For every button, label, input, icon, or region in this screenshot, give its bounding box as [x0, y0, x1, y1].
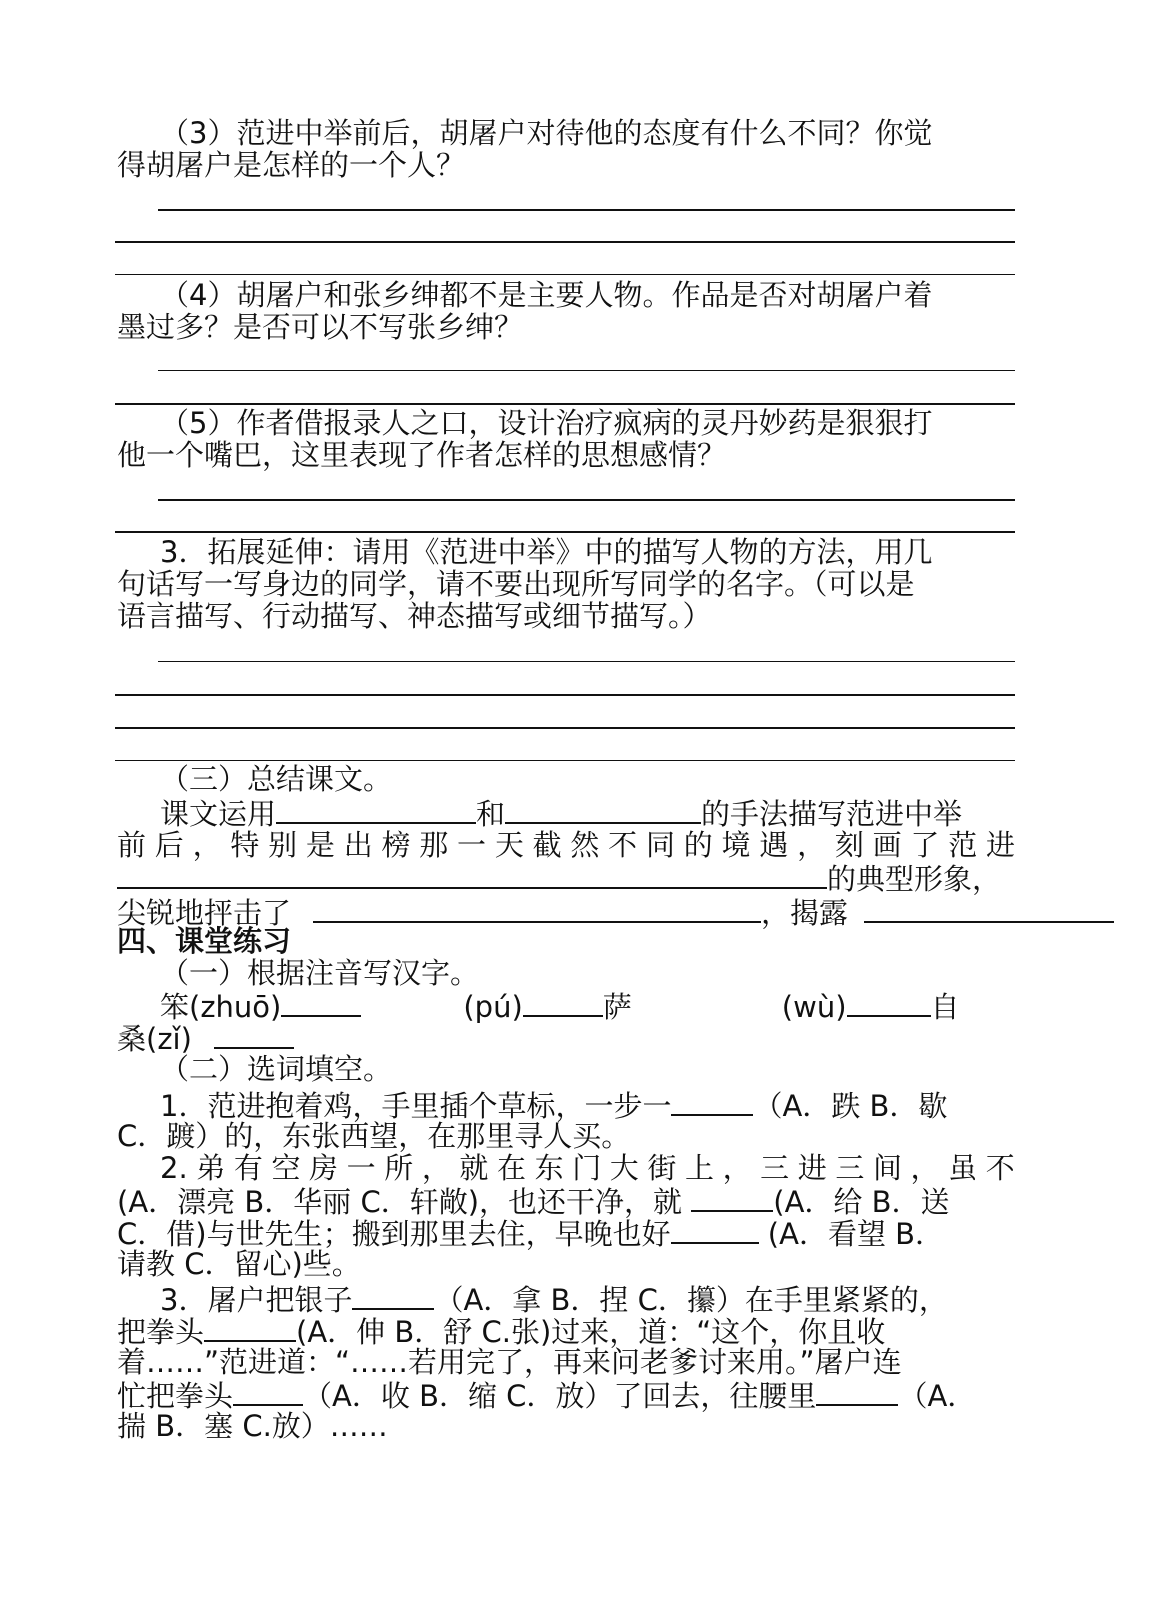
char: 间 [872, 1151, 902, 1185]
pinyin-item: 笨(zhuō) [160, 990, 282, 1024]
char: 了 [910, 828, 940, 862]
item-3-line-5: 揣 B．塞 C.放）…… [117, 1409, 388, 1443]
char: 有 [233, 1151, 263, 1185]
char: 刻 [834, 828, 864, 862]
question-4-line-1: （4）胡屠户和张乡绅都不是主要人物。作品是否对胡屠户着 [160, 278, 933, 312]
extension-line-3: 语言描写、行动描写、神态描写或细节描写。） [117, 599, 712, 633]
char: 虽 [948, 1151, 978, 1185]
item-text: (A．给 B．送 [773, 1185, 950, 1219]
fill-blank[interactable] [671, 1215, 759, 1244]
char: 榜 [381, 828, 411, 862]
item-text: （A．拿 B．捏 C．攥）在手里紧紧的， [434, 1283, 948, 1317]
summary-text: ，揭露 [761, 896, 849, 930]
answer-line[interactable] [158, 370, 1015, 371]
summary-text: 课文运用 [160, 797, 277, 831]
char: 街 [647, 1151, 677, 1185]
question-3-line-1: （3）范进中举前后，胡屠户对待他的态度有什么不同？你觉 [160, 116, 933, 150]
char: ， [192, 828, 222, 862]
char: 在 [497, 1151, 527, 1185]
item-3-line-2 [117, 1313, 885, 1347]
summary-text: 和 [476, 797, 506, 831]
char: 不 [985, 1151, 1015, 1185]
char: ， [910, 1151, 940, 1185]
fill-blank[interactable] [281, 988, 361, 1017]
fill-blank[interactable] [505, 795, 701, 824]
item-3-line-1 [160, 1281, 948, 1315]
answer-line[interactable] [115, 531, 1015, 533]
char: 境 [721, 828, 751, 862]
item-text: (A．看望 B． [758, 1217, 945, 1251]
answer-line[interactable] [158, 499, 1015, 501]
char: 一 [457, 828, 487, 862]
item-text: 1．范进抱着鸡，手里插个草标，一步一 [160, 1089, 672, 1123]
summary-text: 尖锐地抨击了 [117, 896, 292, 930]
item-2-line-1 [160, 1151, 1015, 1185]
char: 上 [684, 1151, 714, 1185]
question-5-line-2: 他一个嘴巴，这里表现了作者怎样的思想感情？ [117, 438, 727, 472]
item-1-line-2: C．踱）的，东张西望，在那里寻人买。 [117, 1119, 631, 1153]
pinyin-line-1 [160, 988, 960, 1022]
item-text: （A．收 B．缩 C．放）了回去，往腰里 [303, 1379, 817, 1413]
item-text: (A．伸 B．舒 C.张)过来，道：“这个，你且收 [296, 1315, 886, 1349]
char: 天 [494, 828, 524, 862]
char: 别 [268, 828, 298, 862]
fill-blank[interactable] [691, 1183, 773, 1212]
extension-line-2: 句话写一写身边的同学，请不要出现所写同学的名字。（可以是 [117, 567, 915, 601]
summary-heading: （三）总结课文。 [160, 762, 393, 796]
char: 空 [271, 1151, 301, 1185]
fill-blank[interactable] [523, 988, 603, 1017]
item-2-line-4: 请教 C．留心)些。 [117, 1247, 361, 1281]
fill-blank[interactable] [313, 894, 761, 923]
pinyin-item: 萨 [602, 990, 632, 1024]
char: 三 [835, 1151, 865, 1185]
char: 东 [534, 1151, 564, 1185]
item-3-line-3: 着……”范进道：“……若用完了，再来问老爹讨来用。”屠户连 [117, 1345, 902, 1379]
char: 那 [419, 828, 449, 862]
summary-line-2 [117, 828, 1015, 862]
char: 进 [797, 1151, 827, 1185]
char: 同 [645, 828, 675, 862]
fill-blank[interactable] [117, 860, 827, 889]
answer-line[interactable] [115, 727, 1015, 729]
fill-blank[interactable] [204, 1313, 296, 1342]
item-text: （A． [898, 1379, 977, 1413]
answer-line[interactable] [115, 274, 1015, 275]
char: 房 [309, 1151, 339, 1185]
char: 所 [384, 1151, 414, 1185]
char: 三 [760, 1151, 790, 1185]
char: 前 [117, 828, 147, 862]
fill-blank[interactable] [671, 1087, 753, 1116]
char: 的 [683, 828, 713, 862]
answer-line[interactable] [115, 760, 1015, 761]
char: 一 [346, 1151, 376, 1185]
question-5-line-1: （5）作者借报录人之口，设计治疗疯病的灵丹妙药是狠狠打 [160, 406, 933, 440]
item-2-line-2 [117, 1183, 950, 1217]
pinyin-item: 自 [930, 990, 960, 1024]
pinyin-item: 桑(zǐ) [117, 1022, 192, 1056]
fill-blank[interactable] [864, 894, 1114, 923]
char: 后 [154, 828, 184, 862]
char: 遇 [759, 828, 789, 862]
pinyin-line-2 [117, 1020, 294, 1054]
summary-line-4 [117, 894, 1114, 928]
char: 截 [532, 828, 562, 862]
item-text: （A．跌 B．歇 [753, 1089, 948, 1123]
answer-line[interactable] [115, 694, 1015, 696]
item-text: 忙把拳头 [117, 1379, 234, 1413]
section-4-title: 四、课堂练习 [117, 924, 292, 958]
summary-text: 的典型形象， [827, 862, 1002, 896]
item-text: 3．屠户把银子 [160, 1283, 353, 1317]
char: 出 [343, 828, 373, 862]
item-2-line-3 [117, 1215, 944, 1249]
answer-line[interactable] [158, 209, 1015, 211]
char: 进 [985, 828, 1015, 862]
question-3-line-2: 得胡屠户是怎样的一个人？ [117, 148, 466, 182]
answer-line[interactable] [115, 403, 1015, 405]
answer-line[interactable] [158, 661, 1015, 662]
char: ， [797, 828, 827, 862]
summary-text: 的手法描写范进中举 [701, 797, 963, 831]
char: 不 [608, 828, 638, 862]
item-text: (A．漂亮 B．华丽 C．轩敞)，也还干净，就 [117, 1185, 692, 1219]
item-1-line-1 [160, 1087, 947, 1121]
subsection-2-heading: （二）选词填空。 [160, 1052, 393, 1086]
char: 是 [305, 828, 335, 862]
item-text: 把拳头 [117, 1315, 205, 1349]
fill-blank[interactable] [352, 1281, 434, 1310]
pinyin-item: (pú) [463, 990, 523, 1024]
summary-line-3 [117, 860, 1001, 894]
char: ， [421, 1151, 451, 1185]
char: ， [722, 1151, 752, 1185]
pinyin-item: (wù) [781, 990, 847, 1024]
char: 画 [872, 828, 902, 862]
fill-blank[interactable] [214, 1020, 294, 1049]
extension-line-1: 3．拓展延伸：请用《范进中举》中的描写人物的方法，用几 [160, 535, 933, 569]
fill-blank[interactable] [847, 988, 931, 1017]
char: 大 [609, 1151, 639, 1185]
answer-line[interactable] [115, 241, 1015, 243]
char: 弟 [196, 1151, 226, 1185]
item-3-line-4 [117, 1377, 976, 1411]
fill-blank[interactable] [816, 1377, 898, 1406]
subsection-1-heading: （一）根据注音写汉字。 [160, 956, 480, 990]
char: 范 [948, 828, 978, 862]
char: 然 [570, 828, 600, 862]
char: 就 [459, 1151, 489, 1185]
char: 门 [572, 1151, 602, 1185]
char: 特 [230, 828, 260, 862]
item-text: C．借)与世先生；搬到那里去住，早晚也好 [117, 1217, 671, 1251]
char: 2. [160, 1151, 188, 1185]
summary-line-1 [160, 795, 962, 829]
question-4-line-2: 墨过多？是否可以不写张乡绅？ [117, 310, 524, 344]
fill-blank[interactable] [276, 795, 476, 824]
fill-blank[interactable] [233, 1377, 303, 1406]
